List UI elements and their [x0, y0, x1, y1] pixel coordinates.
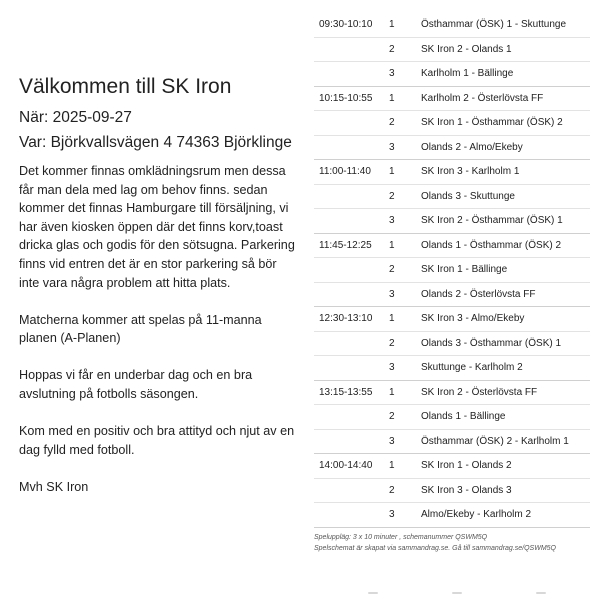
table-row: [314, 356, 590, 381]
slot-time: [314, 184, 389, 209]
info-panel: [19, 74, 297, 515]
table-row: [314, 258, 590, 283]
field-number: 2: [389, 258, 421, 283]
table-row: [314, 209, 590, 234]
slot-time: 10:15-10:55: [314, 86, 389, 111]
hint-mark: [452, 592, 462, 594]
field-number: 2: [389, 405, 421, 430]
match-teams: SK Iron 1 - Olands 2: [421, 454, 590, 479]
slot-time: 12:30-13:10: [314, 307, 389, 332]
slot-time: [314, 209, 389, 234]
field-number: 1: [389, 380, 421, 405]
event-location: Var: Björkvallsvägen 4 74363 Björklinge: [19, 134, 292, 151]
table-row: [314, 405, 590, 430]
field-number: 1: [389, 160, 421, 185]
table-row: [314, 184, 590, 209]
table-row: [314, 307, 590, 332]
slot-time: [314, 62, 389, 87]
field-number: 2: [389, 37, 421, 62]
slot-time: [314, 503, 389, 528]
match-teams: Olands 3 - Östhammar (ÖSK) 1: [421, 331, 590, 356]
match-teams: SK Iron 2 - Olands 1: [421, 37, 590, 62]
info-paragraph-hope: Hoppas vi får en underbar dag och en bra avslutning på fotbolls säsongen.: [19, 368, 253, 401]
slot-time: [314, 135, 389, 160]
table-row: [314, 503, 590, 528]
match-teams: Olands 2 - Almo/Ekeby: [421, 135, 590, 160]
footer-format-line: Speluppläg: 3 x 10 minuter , schemanummer QSWM5Q: [314, 534, 488, 541]
slot-time: [314, 37, 389, 62]
table-row: [314, 478, 590, 503]
match-teams: SK Iron 1 - Bällinge: [421, 258, 590, 283]
match-teams: SK Iron 3 - Olands 3: [421, 478, 590, 503]
table-row: [314, 135, 590, 160]
match-teams: SK Iron 2 - Östhammar (ÖSK) 1: [421, 209, 590, 234]
match-teams: SK Iron 3 - Almo/Ekeby: [421, 307, 590, 332]
slot-time: 14:00-14:40: [314, 454, 389, 479]
field-number: 3: [389, 282, 421, 307]
slot-time: 11:00-11:40: [314, 160, 389, 185]
info-paragraph-attitude: Kom med en positiv och bra attityd och njut av en dag fylld med fotboll.: [19, 424, 295, 457]
table-row: [314, 380, 590, 405]
slot-time: [314, 331, 389, 356]
match-teams: SK Iron 1 - Östhammar (ÖSK) 2: [421, 111, 590, 136]
info-signature: Mvh SK Iron: [19, 479, 89, 494]
slot-time: 13:15-13:55: [314, 380, 389, 405]
schedule-footer: [314, 532, 594, 554]
table-row: [314, 429, 590, 454]
field-number: 1: [389, 307, 421, 332]
slot-time: 09:30-10:10: [314, 13, 389, 37]
match-teams: Skuttunge - Karlholm 2: [421, 356, 590, 381]
match-teams: Almo/Ekeby - Karlholm 2: [421, 503, 590, 528]
table-row: [314, 62, 590, 87]
event-date: När: 2025-09-27: [19, 109, 132, 126]
table-row: [314, 111, 590, 136]
match-teams: Olands 2 - Österlövsta FF: [421, 282, 590, 307]
slot-time: [314, 356, 389, 381]
field-number: 3: [389, 62, 421, 87]
slot-time: 11:45-12:25: [314, 233, 389, 258]
match-teams: SK Iron 2 - Österlövsta FF: [421, 380, 590, 405]
table-row: [314, 86, 590, 111]
table-row: [314, 37, 590, 62]
schedule-table: [314, 13, 590, 528]
table-row: [314, 454, 590, 479]
table-row: [314, 331, 590, 356]
field-number: 3: [389, 356, 421, 381]
field-number: 3: [389, 429, 421, 454]
field-number: 3: [389, 503, 421, 528]
table-row: [314, 160, 590, 185]
info-paragraph-field: Matcherna kommer att spelas på 11-manna planen (A-Planen): [19, 312, 262, 346]
field-number: 1: [389, 86, 421, 111]
field-number: 1: [389, 454, 421, 479]
field-number: 3: [389, 135, 421, 160]
hint-mark: [368, 592, 378, 594]
field-number: 1: [389, 13, 421, 37]
slot-time: [314, 258, 389, 283]
schedule-panel: [314, 13, 590, 528]
field-number: 1: [389, 233, 421, 258]
match-teams: Karlholm 1 - Bällinge: [421, 62, 590, 87]
partial-controls-hint: [360, 588, 560, 600]
slot-time: [314, 282, 389, 307]
field-number: 2: [389, 184, 421, 209]
slot-time: [314, 429, 389, 454]
match-teams: Olands 1 - Bällinge: [421, 405, 590, 430]
field-number: 2: [389, 331, 421, 356]
table-row: [314, 13, 590, 37]
field-number: 2: [389, 478, 421, 503]
match-teams: Karlholm 2 - Österlövsta FF: [421, 86, 590, 111]
info-paragraph-facilities: Det kommer finnas omklädningsrum men dessa får man dela med lag om behov finns. sedan kommer det finnas Hamburgare till försäljning, vi har även kiosken öppen där det finns korv,toast dricka glas och godis för den sötsugna. Parkering finns vid entren det är en stor parkering så bör inte vara några problem att hitta plats.: [19, 164, 295, 290]
match-teams: Olands 1 - Östhammar (ÖSK) 2: [421, 233, 590, 258]
slot-time: [314, 111, 389, 136]
field-number: 3: [389, 209, 421, 234]
field-number: 2: [389, 111, 421, 136]
footer-source-line[interactable]: Spelschemat är skapat via sammandrag.se. Gå till sammandrag.se/QSWM5Q: [314, 545, 556, 552]
table-row: [314, 233, 590, 258]
match-teams: Olands 3 - Skuttunge: [421, 184, 590, 209]
match-teams: SK Iron 3 - Karlholm 1: [421, 160, 590, 185]
table-row: [314, 282, 590, 307]
slot-time: [314, 405, 389, 430]
slot-time: [314, 478, 389, 503]
match-teams: Östhammar (ÖSK) 2 - Karlholm 1: [421, 429, 590, 454]
page-title: Välkommen till SK Iron: [19, 75, 232, 98]
match-teams: Östhammar (ÖSK) 1 - Skuttunge: [421, 13, 590, 37]
hint-mark: [536, 592, 546, 594]
